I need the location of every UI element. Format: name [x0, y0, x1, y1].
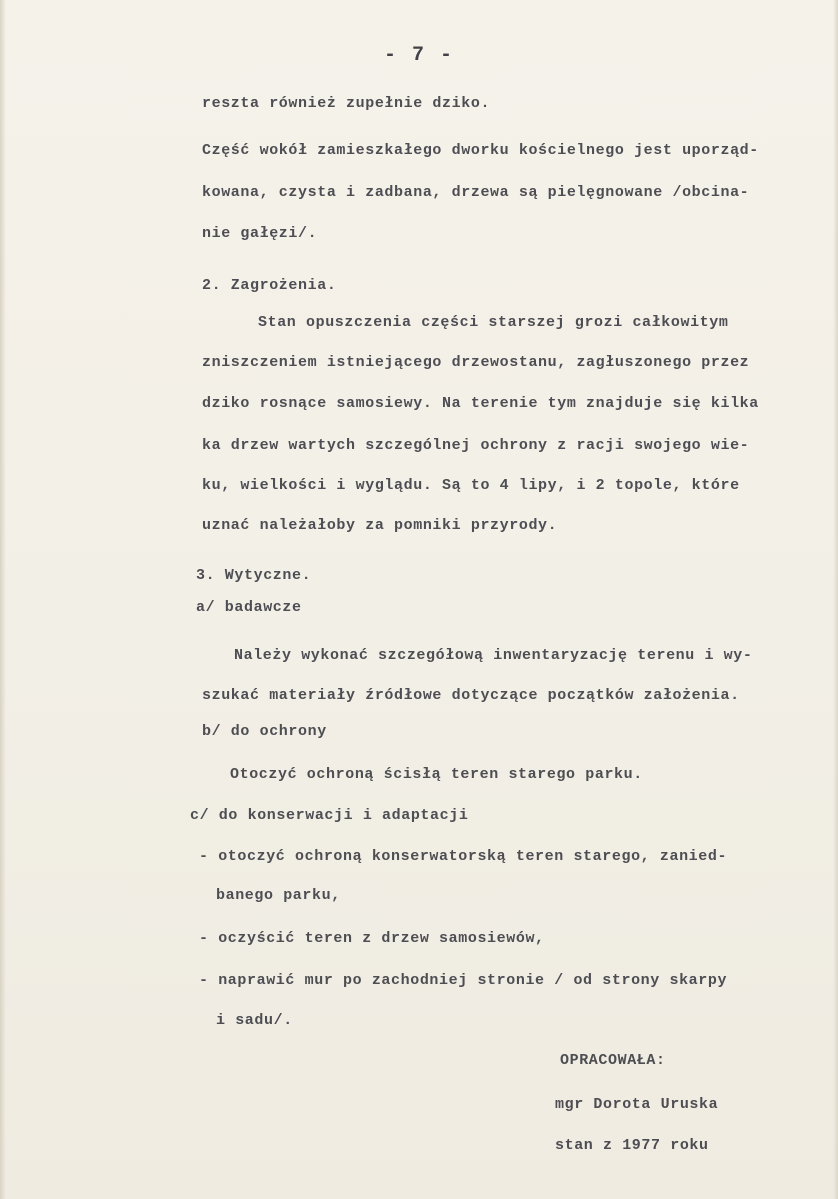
signature-date: stan z 1977 roku [555, 1137, 709, 1154]
subsection-a: a/ badawcze [196, 599, 302, 616]
text-line-3: kowana, czysta i zadbana, drzewa są pielęgnowane /obcina- [202, 184, 750, 201]
text-line-14: Należy wykonać szczegółową inwentaryzację terenu i wy- [234, 647, 753, 664]
paper-edge-right [833, 0, 838, 1199]
text-line-8: dziko rosnące samosiewy. Na terenie tym znajduje się kilka [202, 395, 759, 412]
text-line-2: Część wokół zamieszkałego dworku kościelnego jest uporząd- [202, 142, 759, 159]
signature-name: mgr Dorota Uruska [555, 1096, 719, 1113]
section-heading-3: 3. Wytyczne. [196, 567, 312, 584]
subsection-c: c/ do konserwacji i adaptacji [190, 807, 469, 824]
list-item-3-cont: i sadu/. [216, 1012, 293, 1029]
text-line-11: uznać należałoby za pomniki przyrody. [202, 517, 558, 534]
list-item-3: - naprawić mur po zachodniej stronie / od strony skarpy [199, 972, 728, 989]
text-line-9: ka drzew wartych szczególnej ochrony z racji swojego wie- [202, 437, 750, 454]
text-line-17: Otoczyć ochroną ścisłą teren starego parku. [230, 766, 643, 783]
text-line-7: zniszczeniem istniejącego drzewostanu, zagłuszonego przez [202, 354, 750, 371]
text-line-1: reszta również zupełnie dziko. [202, 95, 491, 112]
list-item-1: - otoczyć ochroną konserwatorską teren starego, zanied- [199, 848, 728, 865]
text-line-10: ku, wielkości i wyglądu. Są to 4 lipy, i 2 topole, które [202, 477, 740, 494]
paper-edge-left [0, 0, 6, 1199]
text-line-15: szukać materiały źródłowe dotyczące początków założenia. [202, 687, 740, 704]
signature-label: OPRACOWAŁA: [560, 1052, 666, 1069]
list-item-1-cont: banego parku, [216, 887, 341, 904]
section-heading-2: 2. Zagrożenia. [202, 277, 337, 294]
list-item-2: - oczyścić teren z drzew samosiewów, [199, 930, 545, 947]
text-line-6: Stan opuszczenia części starszej grozi całkowitym [258, 314, 729, 331]
text-line-4: nie gałęzi/. [202, 225, 318, 242]
page-number: - 7 - [384, 44, 455, 67]
subsection-b: b/ do ochrony [202, 723, 327, 740]
